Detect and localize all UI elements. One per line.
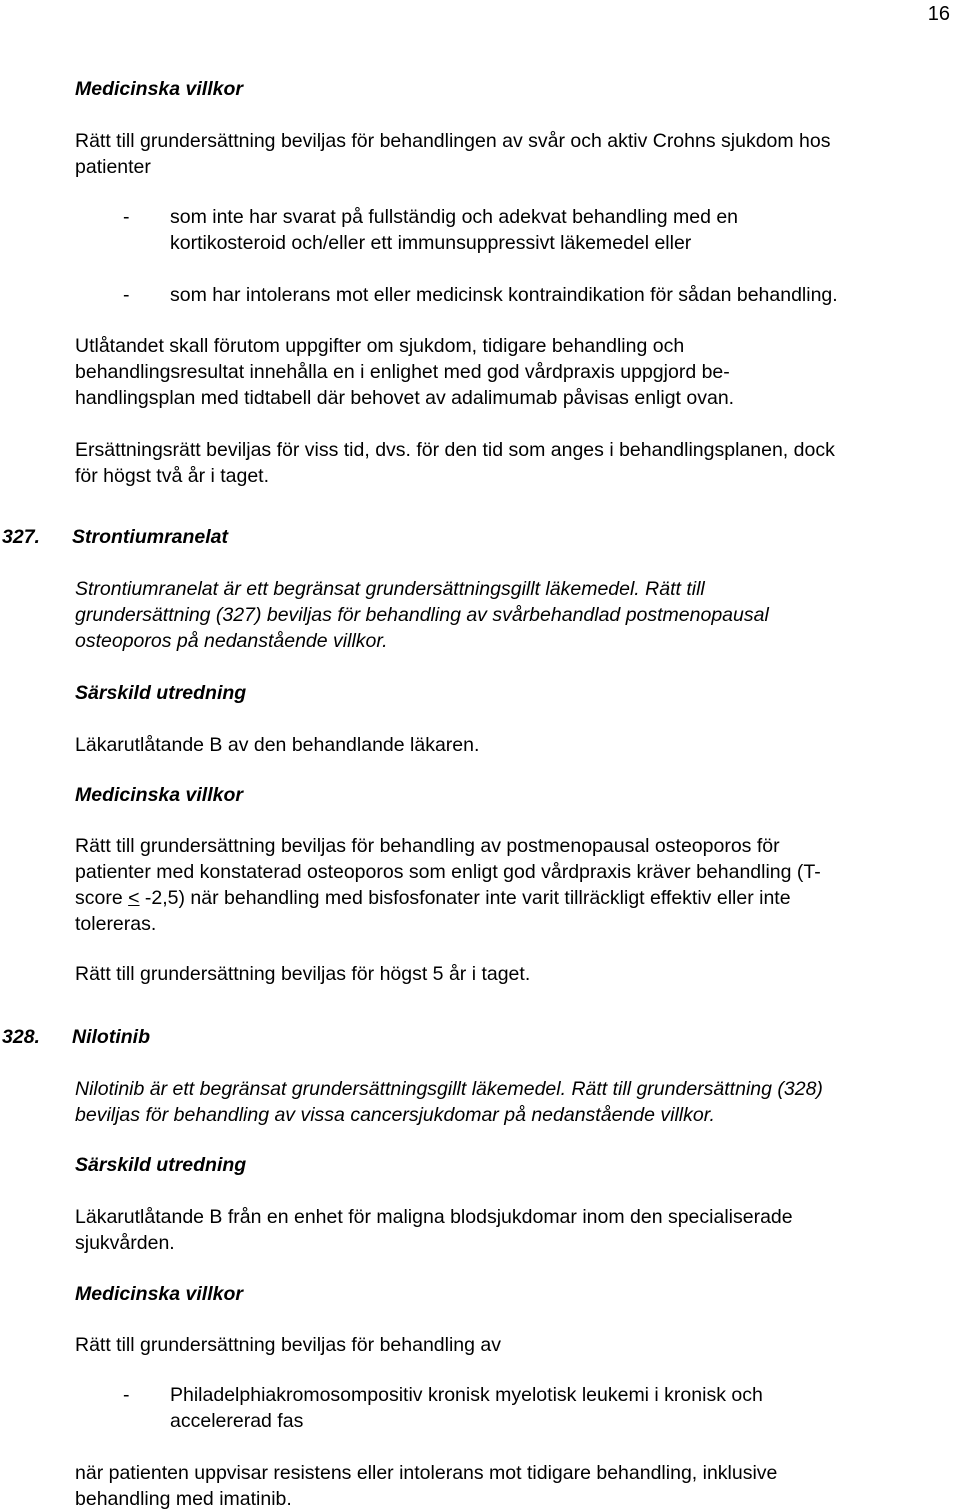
crohn-conditions-heading: Medicinska villkor: [75, 78, 243, 100]
section-328-bullet-line-1: Philadelphiakromosompositiv kronisk myelotisk leukemi i kronisk och: [170, 1384, 763, 1406]
section-327-title: Strontiumranelat: [72, 526, 229, 548]
section-327-conditions-heading: Medicinska villkor: [75, 784, 243, 806]
section-327-intro-line-3: osteoporos på nedanstående villkor.: [75, 630, 388, 652]
section-327-cond-line-3a: score: [75, 887, 129, 909]
section-327-cond-line-2: patienter med konstaterad osteoporos som enligt god vårdpraxis kräver behandling (T-: [75, 861, 821, 883]
section-328-closing-line-1: när patienten uppvisar resistens eller intolerans mot tidigare behandling, inklusive: [75, 1462, 778, 1484]
section-328-special-line-2: sjukvården.: [75, 1232, 175, 1254]
crohn-bullet-1-line-2: kortikosteroid och/eller ett immunsuppressivt läkemedel eller: [170, 232, 692, 254]
page-number: 16: [927, 3, 950, 25]
section-328-cond-intro: Rätt till grundersättning beviljas för behandling av: [75, 1334, 502, 1356]
section-328-number: 328.: [2, 1026, 40, 1048]
crohn-bullet-2-dash: -: [123, 284, 130, 306]
section-328-bullet-dash: -: [123, 1384, 130, 1406]
section-327-special-heading: Särskild utredning: [75, 682, 247, 704]
crohn-intro-line-1: Rätt till grundersättning beviljas för behandlingen av svår och aktiv Crohns sjukdom hos: [75, 130, 831, 152]
section-327-intro-line-1a: Strontiumranelat är ett begränsat grundersättningsgillt läkemedel.: [75, 578, 640, 600]
crohn-para2-line-2: behandlingsresultat innehålla en i enlighet med god vårdpraxis uppgjord be-: [75, 361, 730, 383]
section-328-conditions-heading: Medicinska villkor: [75, 1283, 243, 1305]
crohn-para3-line-1: Ersättningsrätt beviljas för viss tid, dvs. för den tid som anges i behandlingsplanen, dock: [75, 439, 835, 461]
section-328-bullet-line-2: accelererad fas: [170, 1410, 304, 1432]
section-328-closing-line-2: behandling med imatinib.: [75, 1488, 292, 1510]
crohn-para2-line-1: Utlåtandet skall förutom uppgifter om sjukdom, tidigare behandling och: [75, 335, 685, 357]
section-328-special-heading: Särskild utredning: [75, 1154, 247, 1176]
section-327-cond-line-1: Rätt till grundersättning beviljas för behandling av postmenopausal osteoporos för: [75, 835, 780, 857]
crohn-intro-line-2: patienter: [75, 156, 151, 178]
section-327-intro-line-2: grundersättning (327) beviljas för behandling av svårbehandlad postmenopausal: [75, 604, 769, 626]
section-328-special-line-1: Läkarutlåtande B från en enhet för maligna blodsjukdomar inom den specialiserade: [75, 1206, 793, 1228]
section-327-limit-text: Rätt till grundersättning beviljas för högst 5 år i taget.: [75, 963, 531, 985]
section-328-intro-line-2: beviljas för behandling av vissa cancersjukdomar på nedanstående villkor.: [75, 1104, 715, 1126]
crohn-bullet-2: som har intolerans mot eller medicinsk kontraindikation för sådan behandling.: [170, 284, 838, 306]
section-327-cond-line-4: tolereras.: [75, 913, 157, 935]
less-than-symbol: <: [128, 887, 140, 909]
section-328-title: Nilotinib: [72, 1026, 150, 1048]
section-328-intro-line-1: Nilotinib är ett begränsat grundersättningsgillt läkemedel. Rätt till grundersättning (328): [75, 1078, 823, 1100]
crohn-para3-line-2: för högst två år i taget.: [75, 465, 270, 487]
section-327-cond-line-3: [75, 885, 960, 911]
section-327-intro-line-1: [75, 576, 960, 602]
section-327-special-text: Läkarutlåtande B av den behandlande läkaren.: [75, 734, 480, 756]
crohn-bullet-1-dash: -: [123, 206, 130, 228]
section-327-intro-line-1b: Rätt till: [639, 578, 705, 600]
section-327-cond-line-3b: -2,5) när behandling med bisfosfonater inte varit tillräckligt effektiv eller inte: [139, 887, 791, 909]
crohn-bullet-1-line-1: som inte har svarat på fullständig och adekvat behandling med en: [170, 206, 739, 228]
crohn-para2-line-3: handlingsplan med tidtabell där behovet av adalimumab påvisas enligt ovan.: [75, 387, 735, 409]
section-327-number: 327.: [2, 526, 40, 548]
